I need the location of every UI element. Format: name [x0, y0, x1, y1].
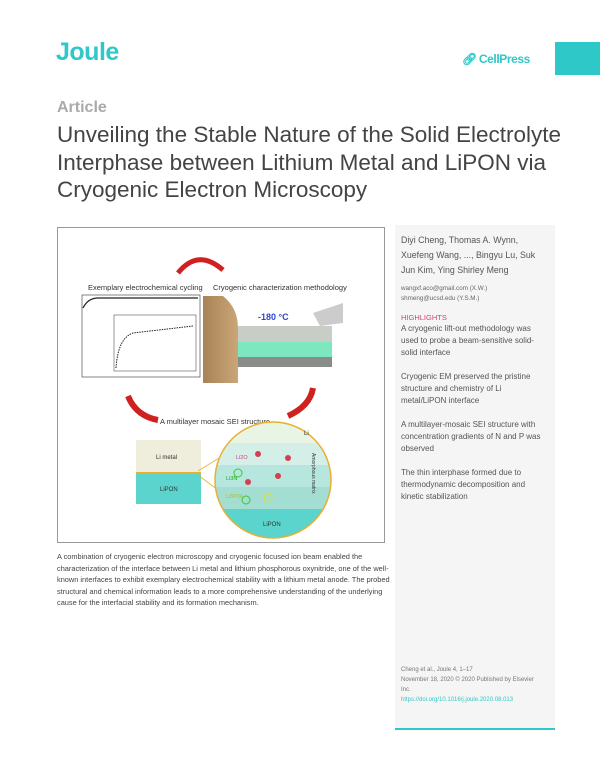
svg-text:LiPON: LiPON: [263, 522, 281, 528]
email-link[interactable]: shmeng@ucsd.edu (Y.S.M.): [401, 294, 480, 302]
cycle-arrow: [178, 260, 223, 273]
journal-logo: Joule: [56, 38, 119, 66]
citation: Cheng et al., Joule 4, 1–17: [401, 667, 473, 673]
highlight-item: A multilayer-mosaic SEI structure with concentration gradients of N and P was observed: [401, 420, 541, 453]
layer-stack: [136, 440, 201, 504]
publication-date: November 18, 2020 © 2020 Published by Elsevier Inc.: [401, 677, 534, 693]
cycle-arrow: [128, 396, 158, 420]
svg-text:Amorphous matrix: Amorphous matrix: [310, 453, 316, 494]
svg-text:Li: Li: [304, 431, 309, 437]
sei-zoom-circle: [213, 418, 333, 542]
highlight-item: Cryogenic EM preserved the pristine structure and chemistry of Li metal/LiPON interface: [401, 372, 531, 405]
article-type: Article: [57, 99, 107, 116]
author-list: Diyi Cheng, Thomas A. Wynn, Xuefeng Wang, ..., Bingyu Lu, Suk Jun Kim, Ying Shirley Meng: [401, 235, 536, 275]
citation-block: [401, 665, 541, 705]
brand-block: [555, 42, 600, 75]
cryo-stage: [203, 296, 343, 383]
cycle-arrow: [288, 388, 313, 416]
doi-link[interactable]: https://doi.org/10.1016/j.joule.2020.08.013: [401, 697, 514, 703]
figure-caption: A combination of cryogenic electron microscopy and cryogenic focused ion beam enabled the characterization of the interface between Li metal and lithium phosphorous oxynitride, one of the well-known interfaces to exhibit exemplary electrochemical stability with a lithium metal anode. The probed structural and chemical information leads to a more comprehensive understanding of the underlying cause for the interfacial stability and its formation mechanism.: [57, 552, 390, 608]
svg-text:LiPON: LiPON: [160, 487, 178, 493]
email-link[interactable]: wangxf.aco@gmail.com (X.W.): [401, 285, 488, 292]
svg-text:Li metal: Li metal: [156, 455, 178, 461]
svg-text:Li2O: Li2O: [236, 455, 248, 461]
panel-label: A multilayer mosaic SEI structure: [160, 417, 271, 426]
sidebar: [395, 225, 555, 730]
publisher-name: CellPress: [478, 52, 530, 66]
svg-text:Li3PO4: Li3PO4: [226, 494, 243, 500]
highlight-item: The thin interphase formed due to thermodynamic decomposition and kinetic stabilization: [401, 468, 526, 501]
highlights-heading: HIGHLIGHTS: [401, 313, 447, 322]
panel-label: Exemplary electrochemical cycling: [88, 283, 203, 292]
publisher-logo: [462, 52, 530, 66]
graphical-abstract: [57, 227, 385, 543]
cellpress-link-icon: 🔗︎: [462, 52, 477, 66]
temperature-label: -180 °C: [258, 312, 289, 322]
svg-text:Li3N: Li3N: [226, 476, 238, 482]
panel-label: Cryogenic characterization methodology: [213, 283, 347, 292]
page-title: Unveiling the Stable Nature of the Solid Electrolyte Interphase between Lithium Metal and LiPON via Cryogenic Electron Microscopy: [57, 122, 562, 202]
cycling-plot: [82, 295, 200, 377]
highlight-item: A cryogenic lift-out methodology was used to probe a beam-sensitive solid-solid interface: [401, 324, 534, 357]
